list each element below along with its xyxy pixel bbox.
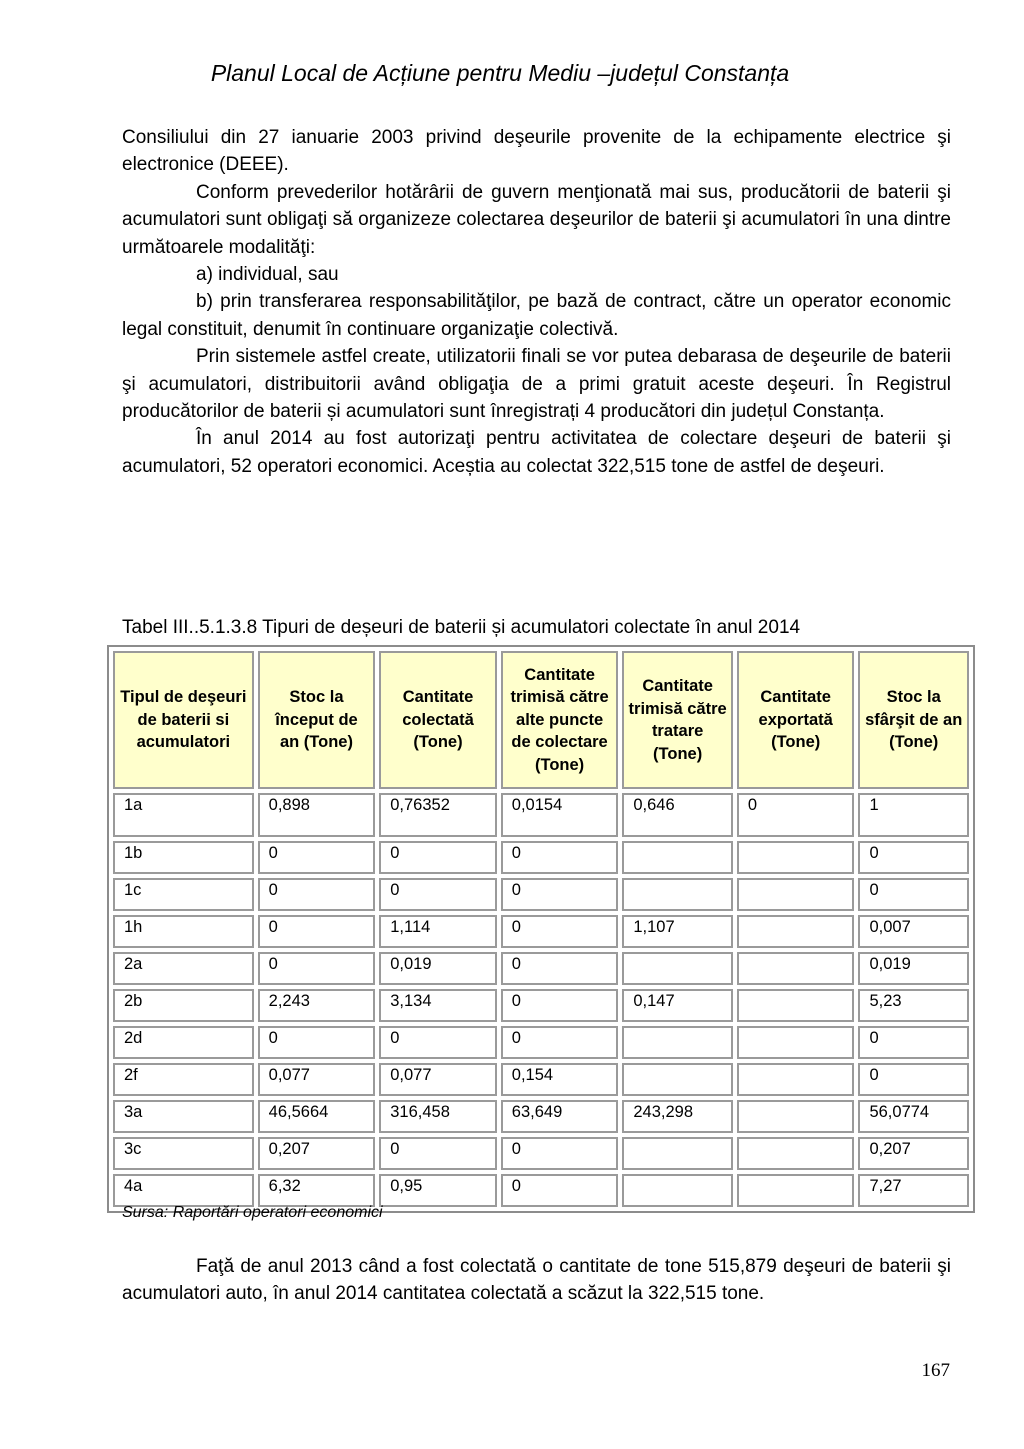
value-cell: 3,134 — [379, 989, 497, 1022]
paragraph-2014: În anul 2014 au fost autorizaţi pentru activitatea de colectare deşeuri de baterii şi acumulatori, 52 operatori economici. Aceștia au colectat 322,515 tone de astfel de deşeuri. — [122, 428, 951, 477]
table-row — [113, 793, 969, 837]
table-row — [113, 878, 969, 911]
value-cell: 0,019 — [858, 952, 969, 985]
value-cell: 0 — [858, 1026, 969, 1059]
paragraph-systems: Prin sistemele astfel create, utilizatorii finali se vor putea debarasa de deşeurile de baterii şi acumulatori, distribuitorii având obligaţia de a primi gratuit aceste deşeuri. În Registrul producătorilor de baterii și acumulatori sunt înregistrați 4 producători din județul Constanța. — [122, 346, 951, 423]
value-cell: 6,32 — [258, 1174, 376, 1207]
value-cell: 0 — [258, 878, 376, 911]
value-cell — [737, 1026, 855, 1059]
header-cell: Cantitate trimisă către alte puncte de colectare (Tone) — [501, 651, 619, 789]
value-cell: 46,5664 — [258, 1100, 376, 1133]
value-cell: 0 — [379, 1026, 497, 1059]
value-cell: 0 — [258, 952, 376, 985]
value-cell — [622, 1063, 733, 1096]
value-cell — [737, 952, 855, 985]
value-cell: 243,298 — [622, 1100, 733, 1133]
value-cell — [737, 915, 855, 948]
value-cell: 2,243 — [258, 989, 376, 1022]
table-container — [107, 645, 975, 1213]
waste-type-cell: 2a — [113, 952, 254, 985]
value-cell: 5,23 — [858, 989, 969, 1022]
value-cell: 0 — [258, 841, 376, 874]
value-cell: 0,207 — [858, 1137, 969, 1170]
header-cell: Stoc la sfârşit de an (Tone) — [858, 651, 969, 789]
value-cell — [737, 878, 855, 911]
value-cell: 0 — [737, 793, 855, 837]
value-cell: 0,95 — [379, 1174, 497, 1207]
value-cell: 1,107 — [622, 915, 733, 948]
table-row — [113, 1100, 969, 1133]
waste-type-cell: 1b — [113, 841, 254, 874]
waste-type-cell: 2f — [113, 1063, 254, 1096]
waste-table — [107, 645, 975, 1213]
value-cell: 0 — [501, 1137, 619, 1170]
value-cell — [622, 841, 733, 874]
header-cell: Cantitate colectată (Tone) — [379, 651, 497, 789]
value-cell — [622, 1174, 733, 1207]
value-cell: 0,898 — [258, 793, 376, 837]
table-row — [113, 989, 969, 1022]
list-item-b: b) prin transferarea responsabilităţilor, pe bază de contract, către un operator economic legal constituit, denumit în continuare organizaţie colectivă. — [122, 291, 951, 340]
page-header: Planul Local de Acțiune pentru Mediu –județul Constanța — [210, 60, 790, 86]
value-cell: 0 — [858, 878, 969, 911]
value-cell: 0 — [379, 878, 497, 911]
value-cell — [737, 841, 855, 874]
table-row — [113, 1174, 969, 1207]
table-body — [113, 793, 969, 1207]
body-text — [122, 124, 951, 480]
value-cell: 0 — [258, 915, 376, 948]
header-cell: Tipul de deşeuri de baterii si acumulatori — [113, 651, 254, 789]
table-row — [113, 1026, 969, 1059]
waste-type-cell: 1c — [113, 878, 254, 911]
table-row — [113, 1063, 969, 1096]
value-cell: 0 — [501, 841, 619, 874]
value-cell: 0,077 — [258, 1063, 376, 1096]
value-cell: 0 — [258, 1026, 376, 1059]
value-cell: 0 — [501, 878, 619, 911]
value-cell: 0 — [379, 841, 497, 874]
value-cell — [622, 1137, 733, 1170]
value-cell — [622, 878, 733, 911]
value-cell: 0 — [501, 952, 619, 985]
table-row — [113, 952, 969, 985]
value-cell: 0,154 — [501, 1063, 619, 1096]
value-cell: 0 — [501, 1174, 619, 1207]
waste-type-cell: 2d — [113, 1026, 254, 1059]
waste-type-cell: 1h — [113, 915, 254, 948]
table-row — [113, 915, 969, 948]
value-cell: 0 — [858, 1063, 969, 1096]
waste-type-cell: 1a — [113, 793, 254, 837]
value-cell: 0 — [379, 1137, 497, 1170]
value-cell: 316,458 — [379, 1100, 497, 1133]
value-cell: 0 — [501, 989, 619, 1022]
paragraph-obligations: Conform prevederilor hotărârii de guvern menţionată mai sus, producătorii de baterii şi acumulatori sunt obligaţi să organizeze colectarea deşeurilor de baterii şi acumulatori în una dintre următoarele modalităţi: — [122, 181, 951, 258]
waste-type-cell: 2b — [113, 989, 254, 1022]
paragraph-comparison: Faţă de anul 2013 când a fost colectată o cantitate de tone 515,879 deşeuri de baterii şi acumulatori auto, în anul 2014 cantitatea colectată a scăzut la 322,515 tone. — [122, 1256, 951, 1305]
page-number: 167 — [921, 1360, 950, 1381]
list-item-a: a) individual, sau — [196, 264, 339, 286]
table-row — [113, 841, 969, 874]
value-cell — [622, 1026, 733, 1059]
value-cell — [737, 989, 855, 1022]
value-cell: 0 — [501, 915, 619, 948]
value-cell: 0,0154 — [501, 793, 619, 837]
header-cell: Cantitate trimisă către tratare (Tone) — [622, 651, 733, 789]
paragraph-deee: Consiliului din 27 ianuarie 2003 privind deşeurile provenite de la echipamente electrice şi electronice (DEEE). — [122, 127, 951, 176]
waste-type-cell: 3c — [113, 1137, 254, 1170]
value-cell — [622, 952, 733, 985]
table-caption: Tabel III..5.1.3.8 Tipuri de deșeuri de baterii și acumulatori colectate în anul 2014 — [122, 617, 801, 638]
table-source: Sursa: Raportări operatori economici — [122, 1204, 383, 1221]
value-cell: 0,019 — [379, 952, 497, 985]
table-header-row — [113, 651, 969, 789]
value-cell — [737, 1137, 855, 1170]
value-cell: 0 — [501, 1026, 619, 1059]
table-row — [113, 1137, 969, 1170]
value-cell: 0 — [858, 841, 969, 874]
value-cell — [737, 1063, 855, 1096]
value-cell: 56,0774 — [858, 1100, 969, 1133]
value-cell: 0,76352 — [379, 793, 497, 837]
value-cell: 63,649 — [501, 1100, 619, 1133]
value-cell: 0,007 — [858, 915, 969, 948]
header-cell: Stoc la început de an (Tone) — [258, 651, 376, 789]
final-text — [122, 1253, 951, 1308]
waste-type-cell: 3a — [113, 1100, 254, 1133]
value-cell: 7,27 — [858, 1174, 969, 1207]
value-cell — [737, 1100, 855, 1133]
value-cell: 0,646 — [622, 793, 733, 837]
waste-type-cell: 4a — [113, 1174, 254, 1207]
value-cell — [737, 1174, 855, 1207]
value-cell: 0,207 — [258, 1137, 376, 1170]
value-cell: 0,147 — [622, 989, 733, 1022]
value-cell: 1,114 — [379, 915, 497, 948]
value-cell: 0,077 — [379, 1063, 497, 1096]
value-cell: 1 — [858, 793, 969, 837]
header-cell: Cantitate exportată (Tone) — [737, 651, 855, 789]
